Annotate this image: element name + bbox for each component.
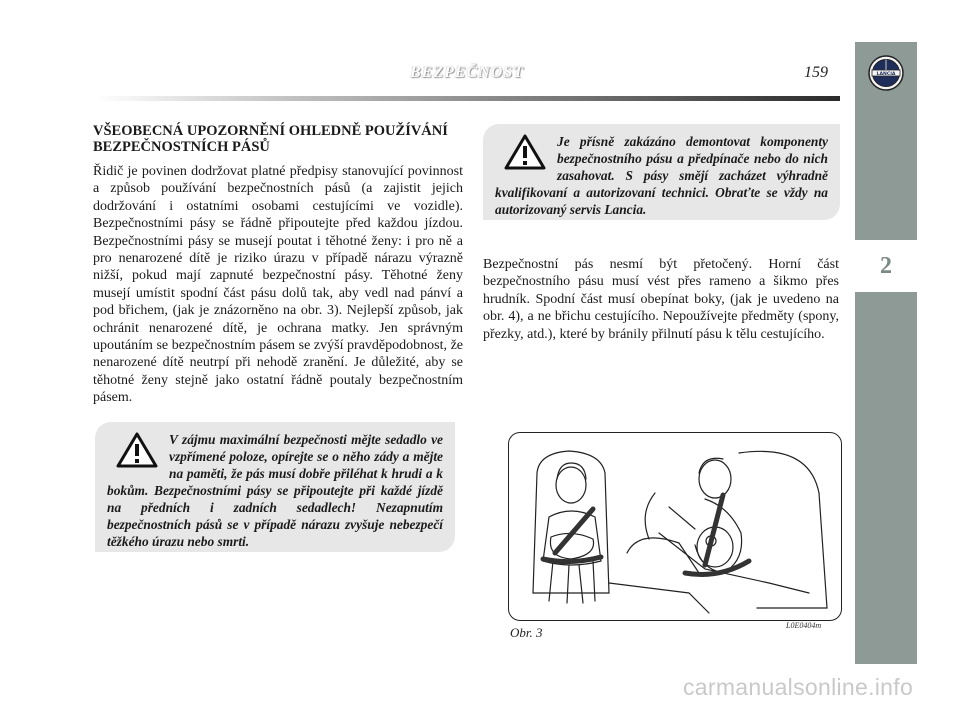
- pregnant-seatbelt-drawing: [509, 433, 841, 620]
- chapter-sidebar: [855, 42, 917, 664]
- body-text-left: Řidič je povinen dodržovat platné předpisy stanovující povinnost a způsob používání bezpečnostních pásů (a zajistit jejich dodržování i ostatními osobami cestujícími ve vozidle). Bezpečnostními pásy se řádně připoutejte před každou jízdou. Bezpečnostními pásy se musejí poutat i těhotné ženy: i pro ně a pro nenarozené dítě je riziko úrazu v případě nárazu výrazně nižší, pokud mají zapnuté bezpečnostní pásy. Těhotné ženy musejí umístit spodní část pásu dolů tak, aby vedl nad pánví a pod břichem, (jak je znázorněno na obr. 3). Nejlepší způsob, jak ochránit nenarozené dítě, je ochrana matky. Jen správným upoutáním se bezpečnostním pásem se zvýší pravděpodobnost, že nenarozené dítě neutrpí při nehodě zranění. Je důležité, aby se těhotné ženy stejně jako ostatní řádně poutaly bezpečnostním pásem.: [93, 164, 463, 406]
- header-rule: [95, 96, 840, 101]
- left-column: [93, 123, 463, 407]
- figure-caption: Obr. 3: [510, 625, 543, 640]
- figure-code: L0E0404m: [786, 621, 822, 630]
- lancia-logo-icon: [867, 54, 905, 92]
- chapter-tab[interactable]: [855, 240, 917, 292]
- warning-text-right: Je přísně zakázáno demontovat komponenty bezpečnostního pásu a předpínače nebo do nich zasahovat. S pásy smějí zacházet výhradně kvalifikovaní a autorizovaní technici. Obraťte se vždy na autorizovaný servis Lancia.: [495, 134, 828, 217]
- section-title: BEZPEČNOST: [410, 64, 525, 81]
- page-number: 159: [804, 64, 828, 81]
- warning-text-left: V zájmu maximální bezpečnosti mějte sedadlo ve vzpřímené poloze, opírejte se o něho zády a mějte na paměti, že pás musí dobře přiléhat k hrudi a k bokům. Bezpečnostními pásy se připoutejte při každé jízdě na předních i zadních sedadlech! Nezapnutím bezpečnostních pásů se v případě nárazu zvyšuje nebezpečí těžkého úrazu nebo smrti.: [107, 432, 443, 549]
- watermark: carmanualsonline.info: [683, 674, 914, 700]
- seatbelt-illustration: [508, 432, 842, 621]
- right-column: [483, 256, 839, 343]
- chapter-number: 2: [880, 253, 892, 279]
- body-text-right: Bezpečnostní pás nesmí být přetočený. Horní část bezpečnostního pásu musí vést přes rameno a šikmo přes hrudník. Spodní část musí obepínat boky, (jak je uvedeno na obr. 4), a ne břichu cestujícího. Nepoužívejte předměty (spony, přezky, atd.), které by bránily přilnutí pásu k tělu cestujícího.: [483, 257, 839, 342]
- section-heading: VŠEOBECNÁ UPOZORNĚNÍ OHLEDNĚ POUŽÍVÁNÍ BEZPEČNOSTNÍCH PÁSŮ: [93, 123, 448, 155]
- svg-text:LANCIA: LANCIA: [876, 72, 896, 77]
- warning-triangle-icon: [115, 431, 159, 469]
- warning-triangle-icon: [503, 133, 547, 171]
- warning-box-right: [483, 124, 840, 220]
- warning-box-left: [95, 422, 455, 552]
